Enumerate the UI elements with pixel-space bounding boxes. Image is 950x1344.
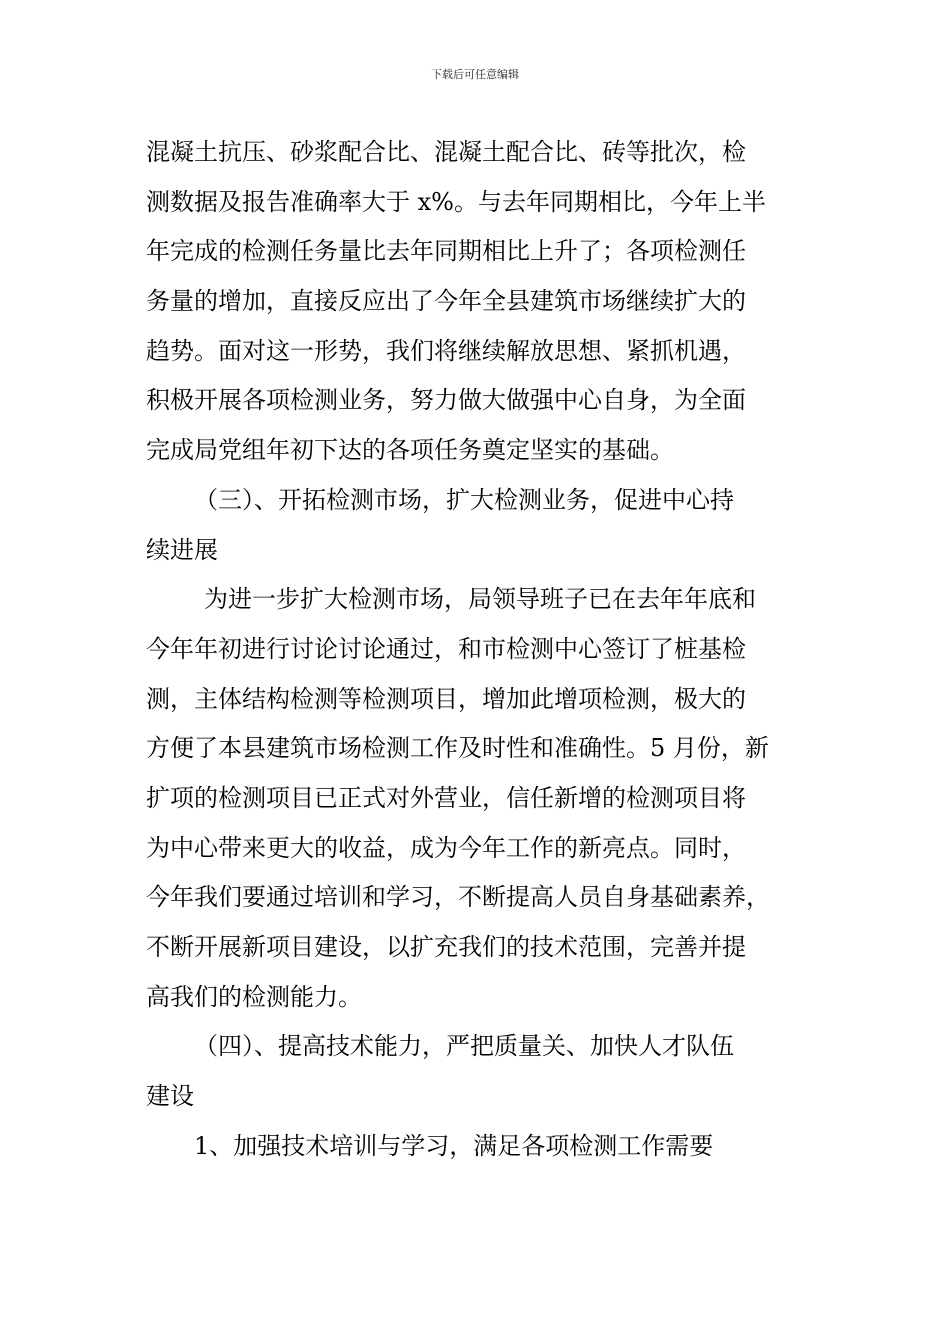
section-heading-4-cont: 建设 — [146, 1082, 194, 1111]
section-heading-3: （三）、开拓检测市场，扩大检测业务，促进中心持 — [194, 485, 734, 514]
paragraph-line: 测，主体结构检测等检测项目，增加此增项检测，极大的 — [146, 684, 746, 713]
paragraph-line: 不断开展新项目建设，以扩充我们的技术范围，完善并提 — [146, 933, 746, 961]
paragraph-line: 年完成的检测任务量比去年同期相比上升了；各项检测任 — [146, 237, 746, 266]
paragraph-line: 趋势。面对这一形势，我们将继续解放思想、紧抓机遇， — [146, 336, 746, 365]
section-heading-3-cont: 续进展 — [146, 535, 218, 564]
paragraph-line: 方便了本县建筑市场检测工作及时性和准确性。5 月份，新 — [146, 734, 769, 763]
paragraph-line: 高我们的检测能力。 — [146, 982, 362, 1011]
section-heading-4: （四）、提高技术能力，严把质量关、加快人才队伍 — [194, 1032, 734, 1061]
paragraph-line: 混凝土抗压、砂浆配合比、混凝土配合比、砖等批次，检 — [146, 138, 746, 166]
paragraph-line: 测数据及报告准确率大于 x%。与去年同期相比，今年上半 — [146, 187, 766, 216]
paragraph-line: 今年我们要通过培训和学习，不断提高人员自身基础素养， — [146, 883, 770, 912]
paragraph-line: 为进一步扩大检测市场，局领导班子已在去年年底和 — [204, 585, 756, 614]
paragraph-line: 今年年初进行讨论讨论通过，和市检测中心签订了桩基检 — [146, 634, 746, 663]
paragraph-line: 积极开展各项检测业务，努力做大做强中心自身，为全面 — [146, 386, 746, 415]
paragraph-line: 扩项的检测项目已正式对外营业，信任新增的检测项目将 — [146, 783, 746, 812]
header-note: 下载后可任意编辑 — [431, 68, 519, 81]
paragraph-line: 完成局党组年初下达的各项任务奠定坚实的基础。 — [146, 436, 674, 465]
paragraph-line: 为中心带来更大的收益，成为今年工作的新亮点。同时， — [146, 833, 746, 862]
subsection-heading-1: 1、加强技术培训与学习，满足各项检测工作需要 — [194, 1131, 714, 1160]
document-body — [146, 128, 806, 1171]
paragraph-line: 务量的增加，直接反应出了今年全县建筑市场继续扩大的 — [146, 287, 746, 316]
